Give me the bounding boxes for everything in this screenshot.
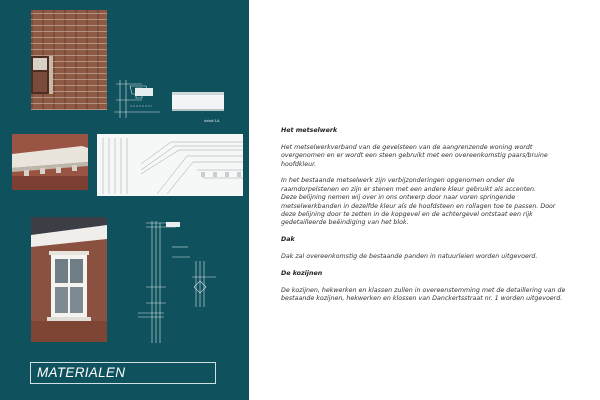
cornice-photo — [12, 134, 88, 190]
paragraph-line: bestaande kozijnen, hekwerken en klossen van Danckertsstraat nr. 1 worden uitgevoerd. — [281, 295, 563, 303]
drawing-label: detail 1A — [204, 118, 220, 123]
page-title: MATERIALEN — [37, 365, 126, 380]
paragraph-dak: Dak zal overeenkomstig de bestaande panden in natuurleien worden uitgevoerd. — [281, 253, 538, 261]
paragraph-line: metselwerkbanden in dezelfde kleur als de hoofdsteen en rollagen toe te passen. Door — [281, 202, 556, 210]
paragraph-line: gedetailleerde beëindiging van het blok. — [281, 219, 409, 227]
materials-title-box — [30, 362, 216, 384]
paragraph-line: raamdorpelstenen en zijn er stenen met een andere kleur gebruikt als accenten. — [281, 185, 537, 193]
heading-kozijnen: De kozijnen — [281, 269, 323, 277]
facade-section-drawing — [126, 217, 242, 347]
cornice-render — [97, 134, 243, 196]
paragraph-line: overgenomen en er wordt een steen gebruikt met een overeenkomstig paars/bruine — [281, 152, 548, 160]
description-text — [281, 127, 581, 303]
window-facade-photo — [31, 217, 107, 342]
heading-metselwerk: Het metselwerk — [281, 127, 338, 134]
paragraph-line: deze belijning door te zetten in de kopgevel en de achtergevel ontstaat een rijk — [281, 211, 533, 219]
paragraph-line: Het metselwerkverband van de gevelsteen van de aangrenzende woning wordt — [281, 143, 533, 151]
paragraph-line: hoofdkleur. — [281, 160, 317, 168]
heading-dak: Dak — [281, 236, 295, 244]
cornice-section-drawing — [112, 72, 240, 124]
paragraph-line: In het bestaande metselwerk zijn verbijzonderingen opgenomen onder de — [281, 177, 515, 185]
paragraph-line: Deze belijning nemen wij over in ons ontwerp door naar voren springende — [281, 194, 516, 202]
paragraph-line: De kozijnen, hekwerken en klassen zullen in overeenstemming met de detaillering van de — [281, 286, 566, 294]
brick-wall-photo — [31, 10, 107, 110]
materials-panel — [0, 0, 249, 400]
